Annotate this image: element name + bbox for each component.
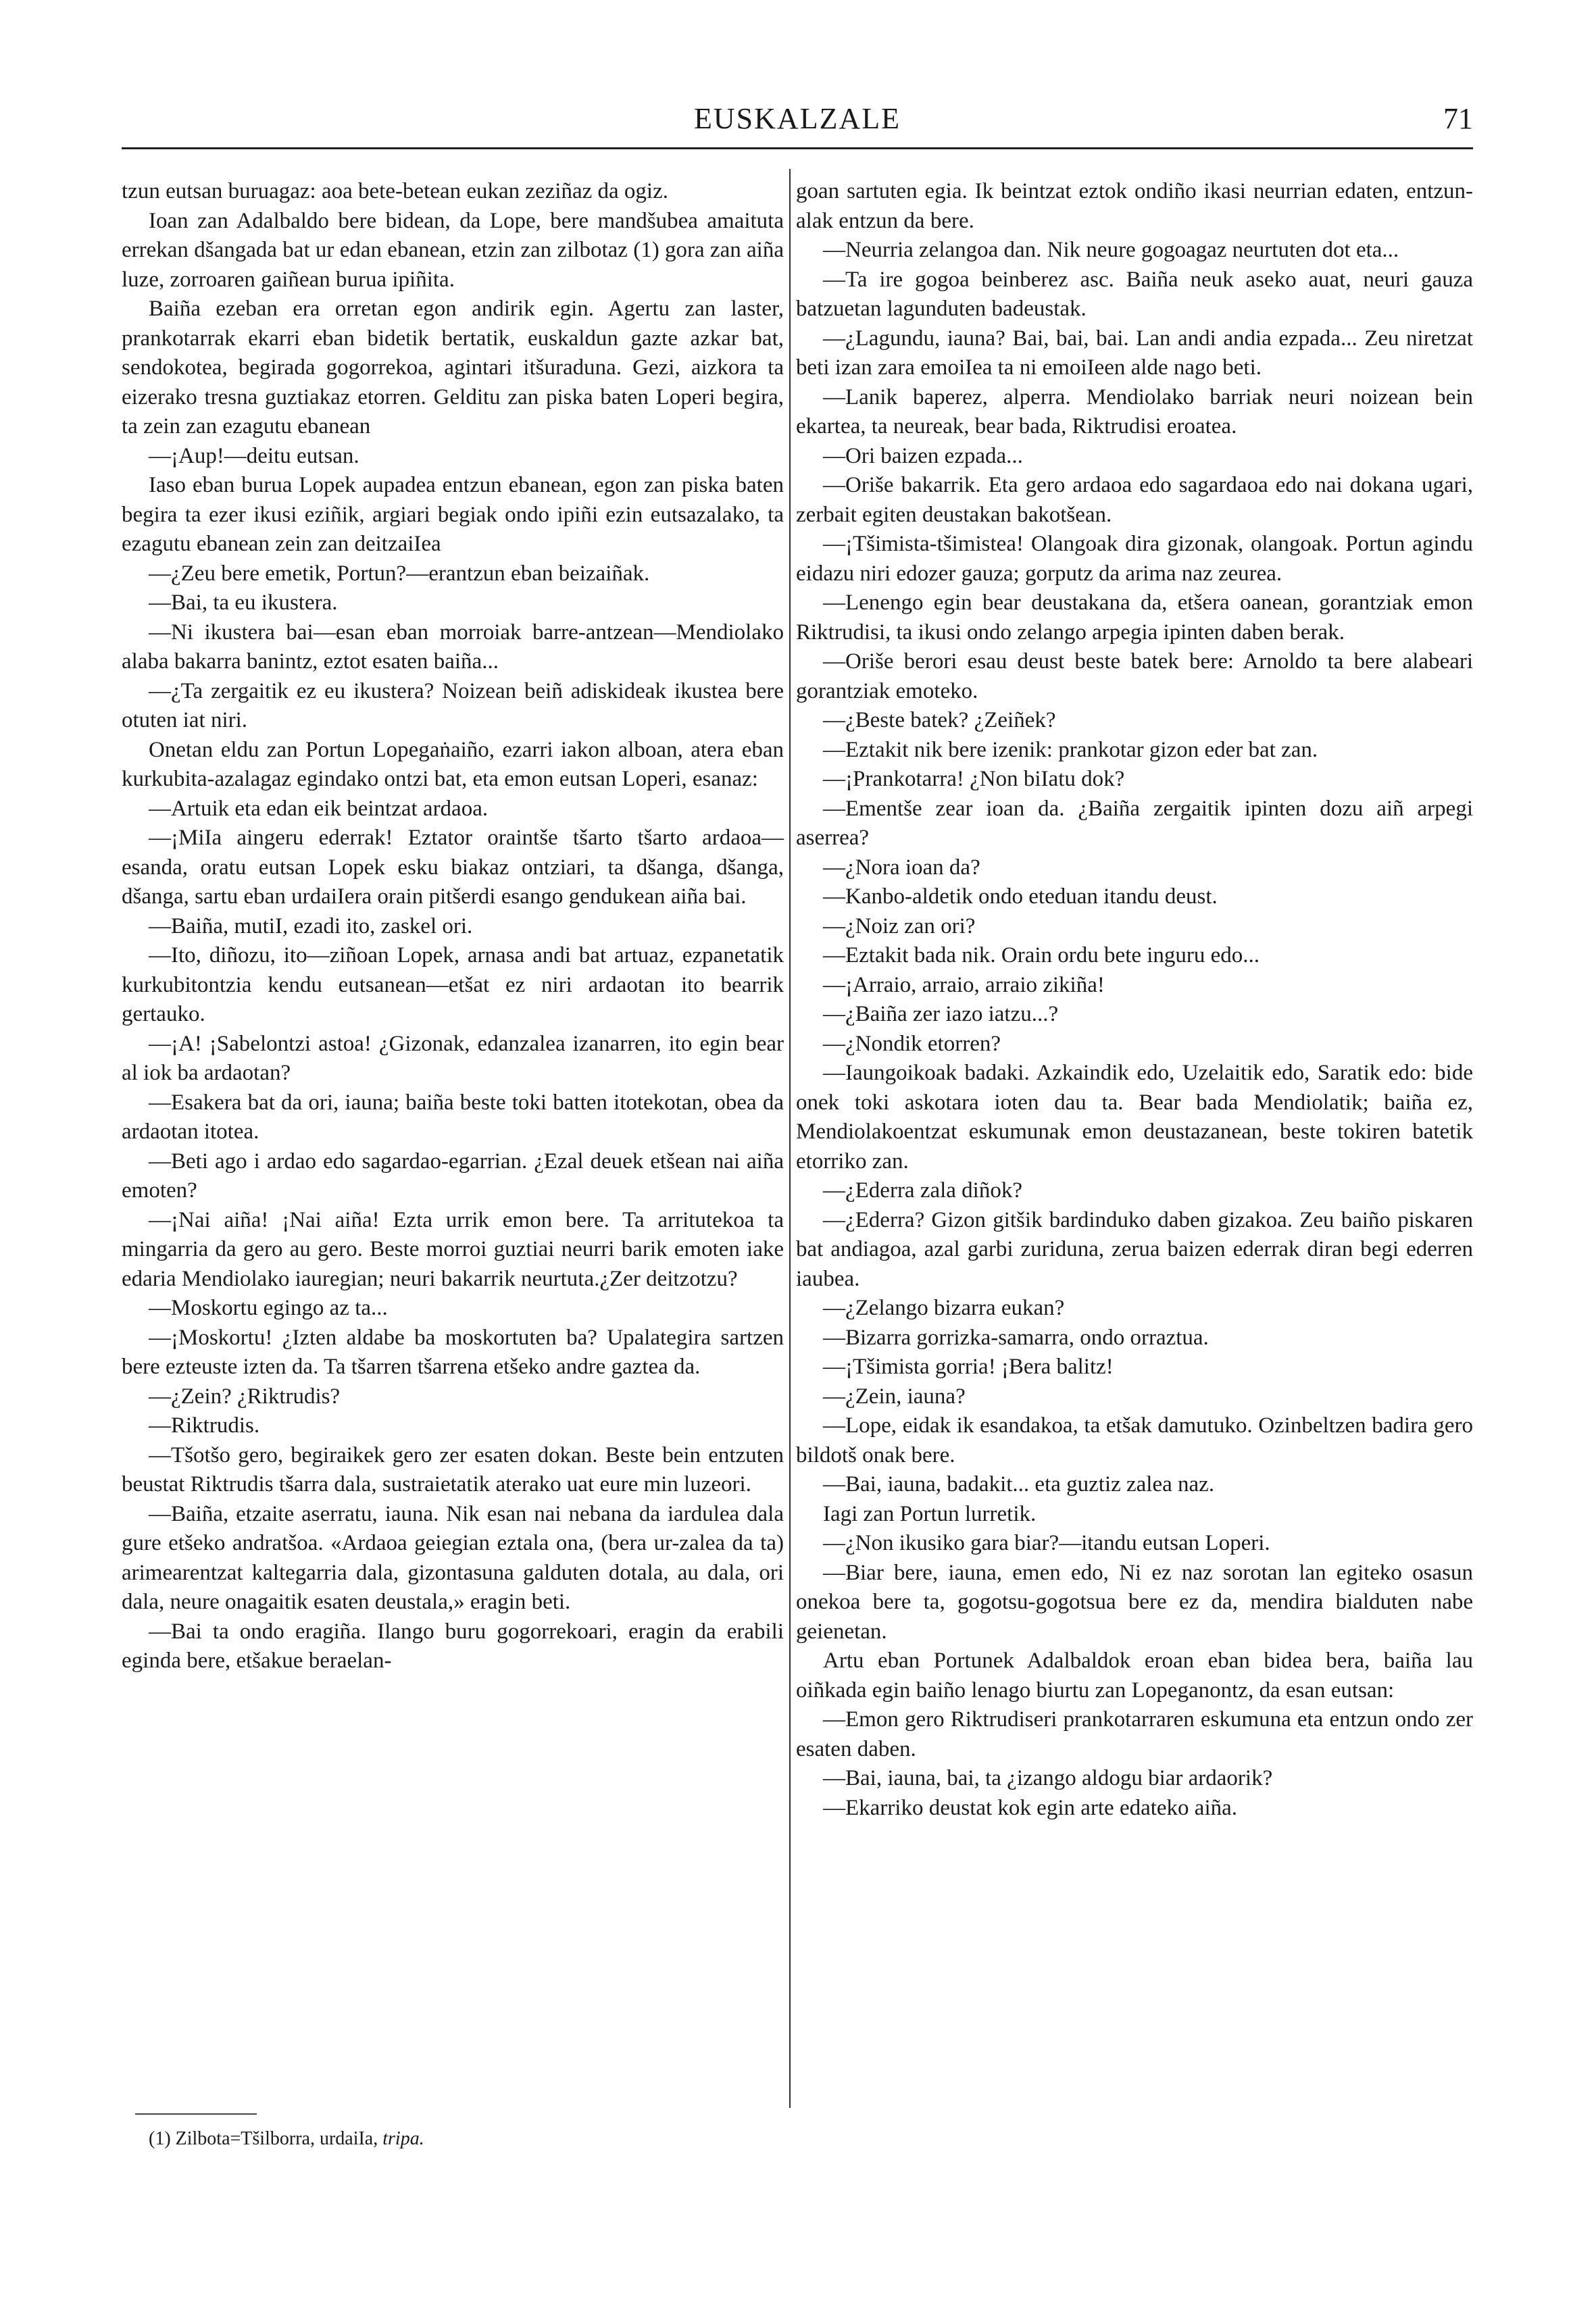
paragraph: —Artuik eta edan eik beintzat ardaoa. bbox=[149, 796, 489, 821]
paragraph: —Moskortu egingo az ta... bbox=[149, 1296, 388, 1320]
paragraph: —Eztakit nik bere izenik: prankotar gizon eder bat zan. bbox=[823, 737, 1318, 762]
paragraph: —Baiña, mutiI, ezadi ito, zaskel ori. bbox=[149, 913, 473, 938]
paragraph: —¡Aup!—deitu eutsan. bbox=[149, 443, 359, 468]
paragraph: —Biar bere, iauna, emen edo, Ni ez naz sorotan lan egiteko osasun onekoa bere ta, gogotsu-gogotsua bere ez da, mendira bialduten nabe geienetan. bbox=[796, 1560, 1473, 1644]
paragraph: Artu eban Portunek Adalbaldok eroan eban bidea bera, baiña lau oiñkada egin baiño lenago biurtu zan Lopeganontz, da esan eutsan: bbox=[796, 1649, 1473, 1703]
paragraph: Ioan zan Adalbaldo bere bidean, da Lope, bere mandšubea amaituta errekan dšangada bat ur edan ebanean, etzin zan zilbotaz (1) gora zan aiña luze, zorroaren gaiñean burua ipiñita. bbox=[122, 208, 784, 292]
paragraph: —¿Nora ioan da? bbox=[823, 855, 980, 880]
paragraph: —Esakera bat da ori, iauna; baiña beste toki batten itotekotan, obea da ardaotan itotea. bbox=[122, 1090, 784, 1144]
footnote-text: (1) Zilbota=Tšilborra, urdaiIa, bbox=[149, 2128, 378, 2149]
paragraph: —¿Zein, iauna? bbox=[823, 1384, 966, 1409]
paragraph: —Bai, iauna, bai, ta ¿izango aldogu biar ardaorik? bbox=[823, 1766, 1273, 1790]
paragraph: tzun eutsan buruagaz: aoa bete-betean eukan zeziñaz da ogiz. bbox=[122, 179, 668, 203]
paragraph: —¡Nai aiña! ¡Nai aiña! Ezta urrik emon bere. Ta arritutekoa ta mingarria da gero au gero. Beste morroi guztiai neurri barik emoten iake edaria Mendiolako iauregian; neuri bakarrik neurtuta.¿Zer deitzotzu? bbox=[122, 1207, 784, 1291]
paragraph: —¿Nondik etorren? bbox=[823, 1031, 1001, 1056]
left-column bbox=[122, 177, 784, 1676]
right-column bbox=[796, 177, 1473, 1823]
paragraph: —Lanik baperez, alperra. Mendiolako barriak neuri noizean bein ekartea, ta neureak, bear bada, Riktrudisi eroatea. bbox=[796, 384, 1473, 438]
footnote-rule bbox=[135, 2113, 257, 2115]
paragraph: —¿Beste batek? ¿Zeiñek? bbox=[823, 708, 1056, 732]
paragraph: —Riktrudis. bbox=[149, 1413, 260, 1438]
paragraph: —¡MiIa aingeru ederrak! Eztator oraintše tšarto tšarto ardaoa—esanda, oratu eutsan Lopek esku biakaz ontziari, ta dšanga, dšanga, dšanga, sartu eban urdaiIera orain pitšerdi esango gendukean aiña bai. bbox=[122, 826, 784, 909]
paragraph: —¿Ederra zala diñok? bbox=[823, 1178, 1023, 1203]
paragraph: —Ito, diñozu, ito—ziñoan Lopek, arnasa andi bat artuaz, ezpanetatik kurkubitontzia kendu eutsanean—etšat ez niri ardaotan ito bearrik gertauko. bbox=[122, 943, 784, 1026]
paragraph: —Lenengo egin bear deustakana da, etšera oanean, gorantziak emon Riktrudisi, ta ikusi ondo zelango arpegia ipinten daben berak. bbox=[796, 590, 1473, 645]
paragraph: —¡Tšimista gorria! ¡Bera balitz! bbox=[823, 1355, 1114, 1379]
paragraph: —Oriše berori esau deust beste batek bere: Arnoldo ta bere alabeari gorantziak emoteko. bbox=[796, 649, 1473, 703]
paragraph: —Eztakit bada nik. Orain ordu bete inguru edo... bbox=[823, 943, 1260, 967]
paragraph: —¿Ederra? Gizon gitšik bardinduko daben gizakoa. Zeu baiño piskaren bat andiagoa, azal garbi zuriduna, zerua baizen ederrak diran begi ederren iaubea. bbox=[796, 1207, 1473, 1291]
paragraph: —¿Noiz zan ori? bbox=[823, 913, 976, 938]
paragraph: —Kanbo-aldetik ondo eteduan itandu deust. bbox=[823, 884, 1218, 909]
paragraph: —¿Ta zergaitik ez eu ikustera? Noizean beiñ adiskideak ikustea bere otuten iat niri. bbox=[122, 678, 784, 732]
paragraph: —Tšotšo gero, begiraikek gero zer esaten dokan. Beste bein entzuten beustat Riktrudis tšarra dala, sustraietatik aterako uat eure min luzeori. bbox=[122, 1442, 784, 1496]
footnote bbox=[149, 2128, 424, 2150]
paragraph: —¡Tšimista-tšimistea! Olangoak dira gizonak, olangoak. Portun agindu eidazu niri edozer gauza; gorputz da arima naz zeurea. bbox=[796, 532, 1473, 586]
column-divider bbox=[789, 169, 791, 2108]
paragraph: Iagi zan Portun lurretik. bbox=[823, 1501, 1037, 1526]
paragraph: —¿Zein? ¿Riktrudis? bbox=[149, 1384, 341, 1409]
paragraph: —Bizarra gorrizka-samarra, ondo orraztua. bbox=[823, 1325, 1209, 1350]
paragraph: —Ementše zear ioan da. ¿Baiña zergaitik ipinten dozu aiñ arpegi aserrea? bbox=[796, 796, 1473, 850]
paragraph: —¿Zelango bizarra eukan? bbox=[823, 1296, 1065, 1320]
page-header bbox=[122, 101, 1473, 142]
paragraph: —Bai ta ondo eragiña. Ilango buru gogorrekoari, eragin da erabili eginda bere, etšakue beraelan- bbox=[122, 1619, 784, 1673]
paragraph: —Neurria zelangoa dan. Nik neure gogoagaz neurtuten dot eta... bbox=[823, 238, 1399, 262]
header-rule bbox=[122, 147, 1473, 149]
paragraph: —Ekarriko deustat kok egin arte edateko aiña. bbox=[823, 1795, 1238, 1820]
paragraph: —¡Prankotarra! ¿Non biIatu dok? bbox=[823, 767, 1125, 791]
paragraph: —¿Non ikusiko gara biar?—itandu eutsan Loperi. bbox=[823, 1531, 1270, 1555]
page-number: 71 bbox=[1443, 102, 1473, 135]
paragraph: —¿Zeu bere emetik, Portun?—erantzun eban beizaiñak. bbox=[149, 561, 650, 586]
paragraph: —Oriše bakarrik. Eta gero ardaoa edo sagardaoa edo nai dokana ugari, zerbait egiten deustakan bakotšean. bbox=[796, 473, 1473, 527]
paragraph: Onetan eldu zan Portun Lopegaṅaiño, ezarri iakon alboan, atera eban kurkubita-azalagaz egindako ontzi bat, eta emon eutsan Loperi, esanaz: bbox=[122, 737, 784, 791]
paragraph: —Emon gero Riktrudiseri prankotarraren eskumuna eta entzun ondo zer esaten daben. bbox=[796, 1707, 1473, 1761]
paragraph: —Iaungoikoak badaki. Azkaindik edo, Uzelaitik edo, Saratik edo: bide onek toki askotara ioten dau ta. Bear bada Mendiolatik; baiña ez, Mendiolakoentzat eskumunak emon deustazanean, beste tokiren batetik etorriko zan. bbox=[796, 1061, 1473, 1174]
paragraph: Baiña ezeban era orretan egon andirik egin. Agertu zan laster, prankotarrak ekarri eban bidetik bertatik, euskaldun gazte azkar bat, sendokotea, begirada gogorrekoa, agintari itšuraduna. Gezi, aizkora ta eizerako tresna guztiakaz etorren. Gelditu zan piska baten Loperi begira, ta zein zan ezagutu ebanean bbox=[122, 297, 784, 438]
paragraph: —¡A! ¡Sabelontzi astoa! ¿Gizonak, edanzalea izanarren, ito egin bear al iok ba ardaotan? bbox=[122, 1031, 784, 1085]
paragraph: goan sartuten egia. Ik beintzat eztok ondiño ikasi neurrian edaten, entzun-alak entzun da bere. bbox=[796, 179, 1473, 233]
paragraph: —Ta ire gogoa beinberez asc. Baiña neuk aseko auat, neuri gauza batzuetan lagunduten badeustak. bbox=[796, 267, 1473, 321]
paragraph: —¿Baiña zer iazo iatzu...? bbox=[823, 1002, 1059, 1026]
paragraph: —¿Lagundu, iauna? Bai, bai, bai. Lan andi andia ezpada... Zeu niretzat beti izan zara emoiIea ta ni emoiIeen alde nago beti. bbox=[796, 326, 1473, 380]
paragraph: —Ori baizen ezpada... bbox=[823, 443, 1023, 468]
paragraph: —Bai, iauna, badakit... eta guztiz zalea naz. bbox=[823, 1472, 1215, 1496]
paragraph: —¡Arraio, arraio, arraio zikiña! bbox=[823, 972, 1105, 997]
paragraph: —Baiña, etzaite aserratu, iauna. Nik esan nai nebana da iardulea dala gure etšeko andratšoa. «Ardaoa geiegian eztala ona, (bera ur-zalea da ta) arimearentzat kaltegarria dala, gizontasuna galduten dotala, au dala, ori dala, neure onagaitik esaten deustala,» eragin beti. bbox=[122, 1501, 784, 1614]
paragraph: —Beti ago i ardao edo sagardao-egarrian. ¿Ezal deuek etšean nai aiña emoten? bbox=[122, 1149, 784, 1203]
paragraph: —Lope, eidak ik esandakoa, ta etšak damutuko. Ozinbeltzen badira gero bildotš onak bere. bbox=[796, 1413, 1473, 1467]
paragraph: —Bai, ta eu ikustera. bbox=[149, 590, 338, 615]
paragraph: Iaso eban burua Lopek aupadea entzun ebanean, egon zan piska baten begira ta ezer ikusi eziñik, argiari begiak ondo ipiñi ezin eutsazalako, ta ezagutu ebanean zein zan deitzaiIea bbox=[122, 473, 784, 556]
paragraph: —¡Moskortu! ¿Izten aldabe ba moskortuten ba? Upalategira sartzen bere ezteuste izten da. Ta tšarren tšarrena etšeko andre gaztea da. bbox=[122, 1325, 784, 1379]
journal-title: EUSKALZALE bbox=[694, 102, 901, 135]
footnote-italic: tripa. bbox=[382, 2128, 424, 2149]
paragraph: —Ni ikustera bai—esan eban morroiak barre-antzean—Mendiolako alaba bakarra banintz, eztot esaten baiña... bbox=[122, 620, 784, 674]
